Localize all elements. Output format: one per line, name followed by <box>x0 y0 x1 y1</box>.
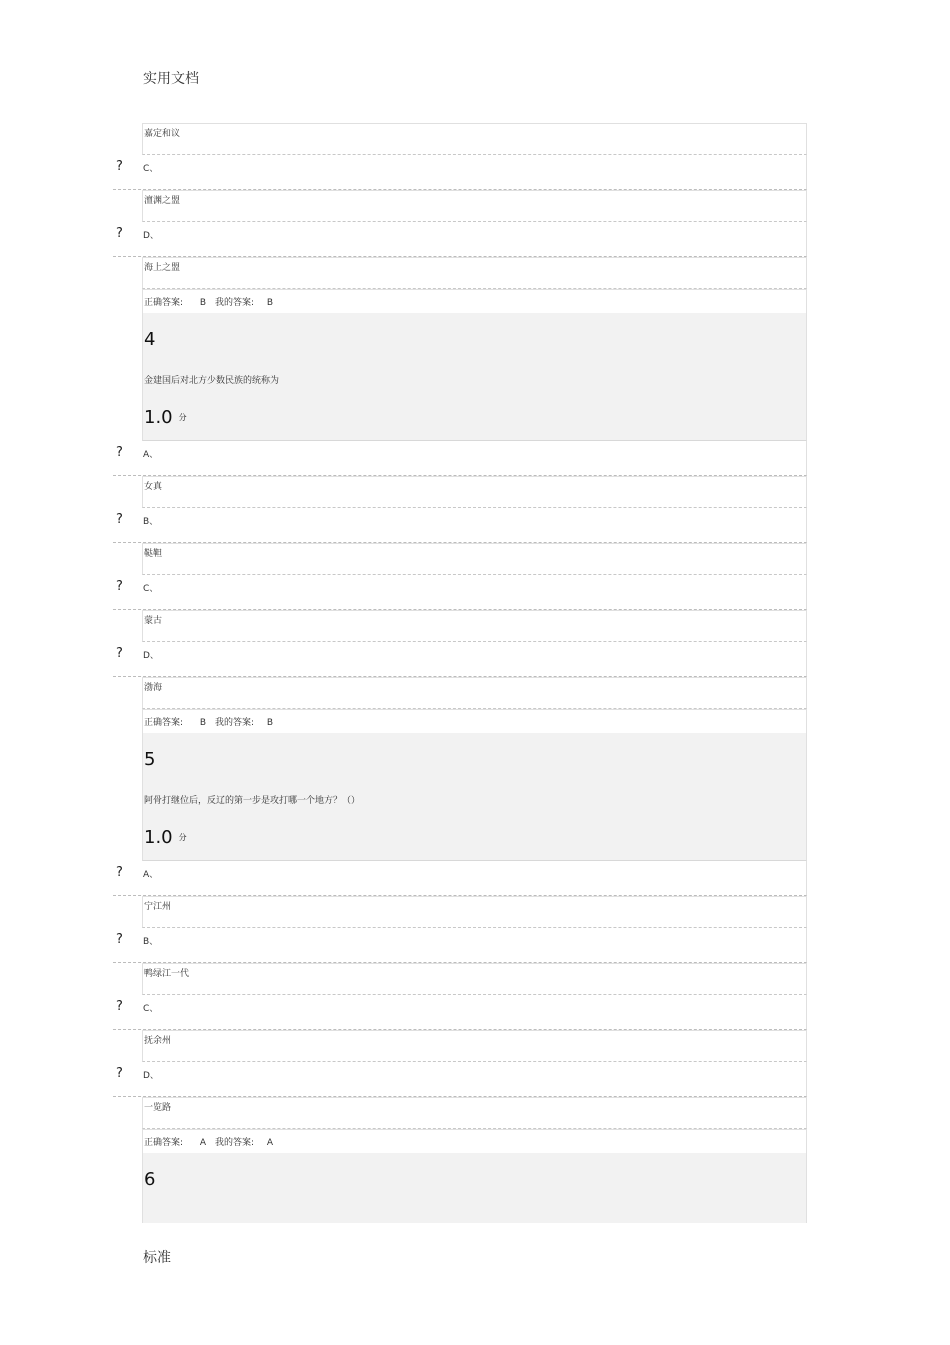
score-value: 1.0 <box>144 407 173 428</box>
question-mark-icon: ? <box>116 932 123 947</box>
question-mark-icon: ? <box>116 226 123 241</box>
option-text: 抚余州 <box>142 1030 807 1062</box>
option-row[interactable] <box>113 995 807 1030</box>
correct-label: 正确答案: <box>144 1138 184 1148</box>
option-letter: C、 <box>143 584 159 594</box>
option-row[interactable] <box>113 575 807 610</box>
option-text: 蒙古 <box>142 610 807 642</box>
correct-label: 正确答案: <box>144 298 184 308</box>
question-text: 阿骨打继位后，反辽的第一步是攻打哪一个地方？（） <box>144 796 361 806</box>
option-row[interactable] <box>113 155 807 190</box>
option-row[interactable] <box>113 508 807 543</box>
option-text: 鞑靼 <box>142 543 807 575</box>
option-text: 宁江州 <box>142 896 807 928</box>
page-header: 实用文档 <box>143 71 199 87</box>
question-text: 金建国后对北方少数民族的统称为 <box>144 376 280 386</box>
question-mark-icon: ? <box>116 865 123 880</box>
question-mark-icon: ? <box>116 159 123 174</box>
option-letter: D、 <box>143 651 159 661</box>
my-answer: A <box>266 1138 274 1148</box>
answer-line <box>142 709 807 733</box>
answer-line <box>142 289 807 313</box>
option-row[interactable] <box>113 928 807 963</box>
question-mark-icon: ? <box>116 579 123 594</box>
option-letter: B、 <box>143 937 159 947</box>
option-text: 鸭绿江一代 <box>142 963 807 995</box>
question-mark-icon: ? <box>116 445 123 460</box>
question-number: 5 <box>144 749 156 770</box>
correct-answer: B <box>199 298 207 308</box>
score-value: 1.0 <box>144 827 173 848</box>
question-mark-icon: ? <box>116 1066 123 1081</box>
correct-answer: B <box>199 718 207 728</box>
answer-line <box>142 1129 807 1153</box>
option-letter: D、 <box>143 231 159 241</box>
option-text: 渤海 <box>142 677 807 709</box>
correct-answer: A <box>199 1138 207 1148</box>
question-score <box>144 407 187 428</box>
option-letter: C、 <box>143 164 159 174</box>
question-score <box>144 827 187 848</box>
option-row[interactable] <box>113 1062 807 1097</box>
my-answer-label: 我的答案: <box>214 1138 255 1148</box>
option-text: 一览路 <box>142 1097 807 1129</box>
quiz-content <box>0 123 950 1223</box>
question-mark-icon: ? <box>116 512 123 527</box>
my-answer-label: 我的答案: <box>214 298 255 308</box>
question-mark-icon: ? <box>116 999 123 1014</box>
option-text: 嘉定和议 <box>142 123 807 155</box>
score-unit: 分 <box>178 413 187 422</box>
question-block <box>142 313 807 441</box>
my-answer-label: 我的答案: <box>214 718 255 728</box>
option-text: 澶渊之盟 <box>142 190 807 222</box>
question-mark-icon: ? <box>116 646 123 661</box>
my-answer: B <box>266 718 274 728</box>
option-letter: C、 <box>143 1004 159 1014</box>
option-row[interactable] <box>113 861 807 896</box>
option-letter: D、 <box>143 1071 159 1081</box>
question-block <box>142 1153 807 1223</box>
correct-label: 正确答案: <box>144 718 184 728</box>
option-text: 海上之盟 <box>142 257 807 289</box>
option-letter: A、 <box>143 870 159 880</box>
question-block <box>142 733 807 861</box>
page-footer: 标准 <box>143 1250 171 1266</box>
option-row[interactable] <box>113 642 807 677</box>
question-number: 4 <box>144 329 156 350</box>
score-unit: 分 <box>178 833 187 842</box>
option-row[interactable] <box>113 441 807 476</box>
my-answer: B <box>266 298 274 308</box>
option-letter: B、 <box>143 517 159 527</box>
option-text: 女真 <box>142 476 807 508</box>
option-letter: A、 <box>143 450 159 460</box>
question-number: 6 <box>144 1169 156 1190</box>
option-row[interactable] <box>113 222 807 257</box>
